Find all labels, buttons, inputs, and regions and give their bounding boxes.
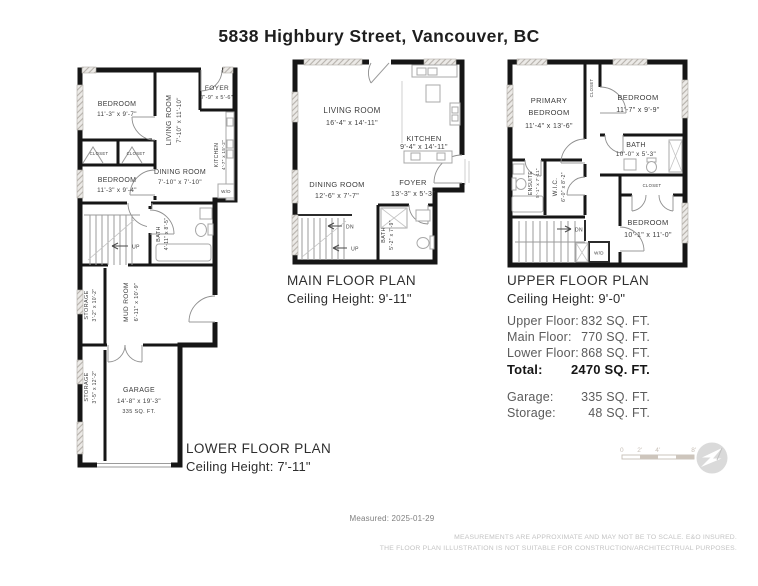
ensuite-sink (513, 164, 524, 174)
upper-windows (507, 59, 688, 243)
stairs-up-label: UP (351, 246, 359, 253)
sink (416, 210, 430, 221)
kitchen-island (426, 85, 440, 102)
room-label-bedroom2: BEDROOM (97, 177, 137, 184)
disclaimer-line-2: THE FLOOR PLAN ILLUSTRATION IS NOT SUITABLE FOR CONSTRUCTION/ARCHITECTRUAL PURPOSES. (379, 544, 737, 552)
room-dims-bedroom2: 11'-7" x 9'-9" (616, 107, 660, 114)
disclaimer-line-1: MEASUREMENTS ARE APPROXIMATE AND MAY NOT BE TO SCALE. E&O INSURED. (454, 534, 737, 541)
area-value: 48 SQ. FT. (588, 406, 650, 420)
room-dims-primary: 11'-4" x 13'-6" (525, 123, 573, 130)
room-label-ensuite: ENSUITE (528, 170, 534, 196)
lower-floor-plan (70, 62, 245, 474)
measured-date: Measured: 2025-01-29 (349, 514, 435, 523)
room-label-bedroom3: BEDROOM (627, 218, 669, 227)
page-title: 5838 Highbury Street, Vancouver, BC (218, 26, 540, 46)
area-label: Upper Floor: (507, 314, 579, 328)
washer-dryer-label: W/D (221, 189, 231, 194)
room-label-bath: BATH (381, 227, 387, 243)
area-row-storage (507, 405, 650, 421)
washer-dryer-label: W/D (594, 250, 604, 256)
main-stairs (302, 218, 347, 260)
area-row-lower (507, 345, 650, 361)
room-dims-living: 7'-10" x 11'-10" (177, 97, 183, 143)
area-value: 832 SQ. FT. (581, 314, 650, 328)
toilet (196, 224, 207, 237)
area-value: 868 SQ. FT. (581, 346, 650, 360)
scale-tick-2: 2' (637, 447, 643, 454)
room-label-closet2: CLOSET (126, 151, 146, 156)
area-row-upper (507, 313, 650, 329)
room-dims-bath: 4'-11" x 8'-5" (164, 217, 170, 251)
scale-bar (616, 444, 700, 464)
room-label-bath: BATH (156, 226, 162, 242)
area-row-total (507, 361, 650, 379)
scale-tick-8: 8' (691, 447, 697, 454)
area-row-garage (507, 389, 650, 405)
lower-stairs (84, 215, 140, 265)
lower-plan-heading (186, 440, 331, 475)
area-label: Main Floor: (507, 330, 572, 344)
room-dims-bedroom3: 10'-1" x 11'-0" (624, 232, 672, 239)
sink (624, 159, 636, 170)
main-floor-plan (290, 55, 470, 270)
room-dims-bedroom2: 11'-3" x 9'-4" (97, 187, 137, 194)
room-dims-foyer: 13'-3" x 5'-3" (390, 191, 436, 198)
area-value: 2470 SQ. FT. (571, 362, 650, 377)
upper-floor-plan (505, 55, 690, 273)
room-dims-wic: 6'-0" x 8'-2" (561, 172, 567, 202)
room-area-garage: 335 SQ. FT. (122, 409, 156, 415)
stairs-up-label: UP (132, 244, 140, 251)
room-label-kitchen: KITCHEN (214, 142, 220, 168)
brand-logo-icon (694, 440, 730, 476)
room-label-kitchen: KITCHEN (406, 134, 442, 143)
lower-plan-title: LOWER FLOOR PLAN (186, 441, 332, 456)
room-label-storage1: STORAGE (84, 290, 90, 320)
room-label-bedroom2: BEDROOM (617, 93, 659, 102)
room-label-closet2: CLOSET (642, 183, 662, 188)
room-label-closet1: CLOSET (589, 78, 594, 98)
room-dims-storage2: 3'-5" x 12'-2" (92, 370, 98, 404)
room-dims-foyer: 7'-9" x 5'-6" (200, 95, 234, 101)
room-label-foyer: FOYER (399, 178, 427, 187)
room-label-garage: GARAGE (122, 387, 156, 394)
room-dims-dining: 7'-10" x 7'-10" (158, 179, 202, 186)
upper-plan-ceiling: Ceiling Height: 9'-0" (507, 290, 626, 306)
room-dims-ensuite: 5'-1" x 7'-11" (535, 168, 540, 198)
room-label-bath: BATH (626, 142, 646, 149)
room-label-primary-2: BEDROOM (528, 108, 570, 117)
room-label-living: LIVING ROOM (166, 94, 173, 146)
disclaimer-text (267, 533, 737, 555)
area-label: Storage: (507, 406, 556, 420)
room-label-closet1: CLOSET (89, 151, 109, 156)
room-dims-bedroom1: 11'-3" x 9'-7" (97, 111, 137, 118)
room-label-wic: W.I.C. (553, 177, 559, 197)
room-label-foyer: FOYER (204, 85, 230, 92)
toilet (647, 162, 657, 173)
main-plan-title: MAIN FLOOR PLAN (287, 273, 417, 288)
table-spacer (507, 379, 650, 389)
room-dims-living: 16'-4" x 14'-11" (325, 120, 379, 127)
room-dims-storage1: 3'-2" x 10'-2" (92, 288, 98, 322)
room-dims-bath: 10'-0" x 5'-3" (615, 151, 657, 158)
room-label-living: LIVING ROOM (323, 106, 381, 115)
room-label-mudroom: MUD ROOM (123, 282, 130, 322)
upper-plan-heading (507, 272, 649, 307)
upper-plan-title: UPPER FLOOR PLAN (507, 273, 650, 288)
area-value: 770 SQ. FT. (581, 330, 650, 344)
room-label-dining: DINING ROOM (153, 169, 207, 176)
scale-tick-0: 0 (620, 447, 624, 454)
room-label-bedroom1: BEDROOM (97, 101, 137, 108)
stairs-dn-label: DN (575, 227, 583, 234)
range (450, 103, 460, 125)
room-dims-mudroom: 6'-11" x 10'-9" (134, 282, 140, 322)
area-label: Lower Floor: (507, 346, 579, 360)
main-plan-ceiling: Ceiling Height: 9'-11" (287, 290, 412, 306)
area-label: Total: (507, 362, 543, 377)
area-value: 335 SQ. FT. (581, 390, 650, 404)
ensuite-toilet (516, 179, 526, 190)
room-dims-kitchen: 4'-7" x 15'-2" (221, 139, 226, 171)
room-label-dining: DINING ROOM (309, 180, 365, 189)
toilet (417, 238, 429, 249)
room-dims-kitchen: 9'-4" x 14'-11" (400, 144, 448, 151)
main-plan-heading (287, 272, 416, 307)
area-summary-table (507, 313, 650, 421)
room-dims-garage: 14'-8" x 19'-3" (117, 398, 161, 405)
lower-plan-ceiling: Ceiling Height: 7'-11" (186, 458, 311, 474)
room-dims-bath: 5'-2" x 7'-9" (389, 220, 395, 250)
room-label-primary-1: PRIMARY (530, 96, 568, 105)
sink (200, 208, 212, 219)
room-dims-dining: 12'-6" x 7'-7" (314, 193, 360, 200)
area-label: Garage: (507, 390, 554, 404)
scale-tick-4: 4' (655, 447, 661, 454)
room-label-storage2: STORAGE (84, 372, 90, 402)
stairs-dn-label: DN (346, 224, 354, 231)
area-row-main (507, 329, 650, 345)
